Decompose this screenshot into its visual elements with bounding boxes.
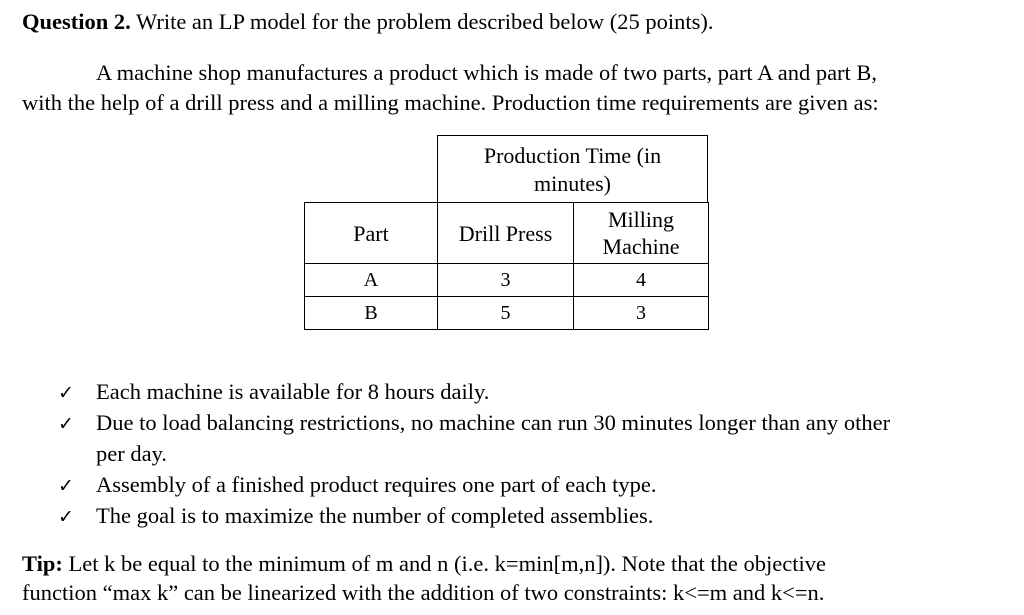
table-header-row xyxy=(305,203,709,264)
checkmark-icon: ✓ xyxy=(58,475,74,497)
question-title xyxy=(22,9,713,35)
header-part: Part xyxy=(305,203,438,264)
bullet-text: The goal is to maximize the number of completed assemblies. xyxy=(96,503,654,528)
header-drill-press: Drill Press xyxy=(438,203,574,264)
cell-milling: 4 xyxy=(574,264,709,297)
tip-line-2: function “max k” can be linearized with the addition of two constraints: k<=m and k<=n. xyxy=(22,580,825,605)
header-milling-machine xyxy=(574,203,709,264)
tip-label: Tip: xyxy=(22,551,63,576)
bullet-item xyxy=(58,472,656,499)
header-milling-line-2: Machine xyxy=(602,234,680,259)
tip-line-1 xyxy=(22,551,826,577)
table-group-header xyxy=(437,135,708,202)
group-header-line-2: minutes) xyxy=(534,171,611,196)
bullet-item xyxy=(58,503,653,530)
question-label: Question 2. xyxy=(22,9,131,34)
cell-part: A xyxy=(305,264,438,297)
intro-line-1: A machine shop manufactures a product which is made of two parts, part A and part B, xyxy=(96,60,878,85)
cell-part: B xyxy=(305,297,438,330)
cell-drill: 5 xyxy=(438,297,574,330)
checkmark-icon: ✓ xyxy=(58,506,74,528)
group-header-line-1: Production Time (in xyxy=(483,143,662,168)
intro-line-2: with the help of a drill press and a milling machine. Production time requirements are given as: xyxy=(22,90,879,115)
bullet-item xyxy=(58,379,489,406)
checkmark-icon: ✓ xyxy=(58,382,74,404)
checkmark-icon: ✓ xyxy=(58,413,74,435)
cell-milling: 3 xyxy=(574,297,709,330)
table-row xyxy=(305,264,709,297)
bullet-text: Each machine is available for 8 hours daily. xyxy=(96,379,490,404)
header-milling-line-1: Milling xyxy=(607,207,674,232)
bullet-text: Assembly of a finished product requires one part of each type. xyxy=(96,472,657,497)
bullet-continuation: per day. xyxy=(96,441,168,466)
bullet-item xyxy=(58,410,890,437)
tip-text-1: Let k be equal to the minimum of m and n (i.e. k=min[m,n]). Note that the objective xyxy=(62,551,826,576)
question-text: Write an LP model for the problem described below (25 points). xyxy=(130,9,714,34)
cell-drill: 3 xyxy=(438,264,574,297)
production-time-table xyxy=(304,202,709,330)
table-row xyxy=(305,297,709,330)
bullet-text: Due to load balancing restrictions, no machine can run 30 minutes longer than any other xyxy=(96,410,891,435)
